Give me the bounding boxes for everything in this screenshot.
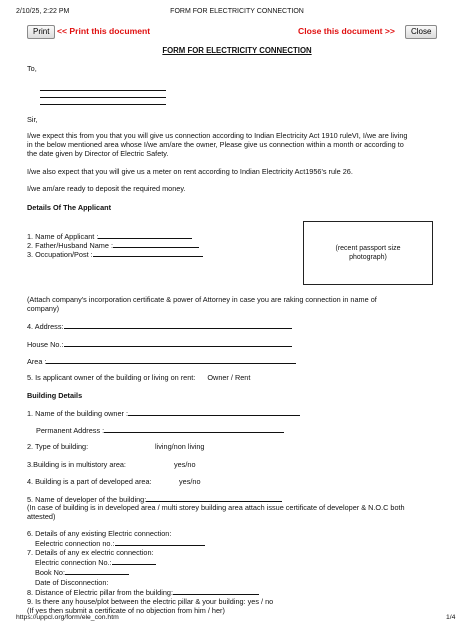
father-name-label: 2. Father/Husband Name : (27, 241, 113, 250)
building-owner-field[interactable] (128, 408, 300, 416)
request-line-2: in the below mentioned area whose I/we am/are the owner, Please give us connection within a month or according to (27, 140, 404, 150)
developer-note-line-1: (In case of building is in developed area / multi storey building area attach issue certificate of developer & N.O.C both (27, 503, 405, 512)
owner-question-label: 5. Is applicant owner of the building or living on rent: (27, 373, 196, 382)
multistory-options[interactable]: yes/no (174, 460, 196, 469)
area-row (27, 356, 447, 366)
ex-connection-no-label: Electric connection No.: (35, 558, 112, 568)
multistory-label: 3.Building is in multistory area: (27, 460, 126, 469)
address-field[interactable] (64, 321, 292, 329)
address-blank-line-3[interactable] (40, 104, 166, 105)
applicant-name-label: 1. Name of Applicant : (27, 232, 99, 241)
occupation-label: 3. Occupation/Post : (27, 250, 93, 259)
developer-note-line-2: attested) (27, 512, 56, 522)
footer-url: https://uppcl.org/form/ele_con.htm (16, 614, 119, 621)
request-paragraph (27, 131, 447, 158)
disconnection-date-row (27, 578, 447, 587)
area-label: Area : (27, 357, 47, 366)
pillar-distance-label: 8. Distance of Electric pillar from the building: (27, 587, 174, 597)
photo-placeholder (303, 221, 433, 285)
salutation: Sir, (27, 115, 38, 124)
applicant-name-field[interactable] (98, 231, 192, 239)
house-between-question: 9. Is there any house/plot between the electric pillar & your building: yes / no (27, 596, 274, 606)
footer-page-number: 1/4 (446, 614, 456, 621)
developed-area-row (27, 477, 447, 486)
father-name-field[interactable] (113, 240, 199, 248)
address-row (27, 321, 447, 331)
print-button[interactable]: Print (27, 25, 55, 39)
request-line-3: the date given by Director of Electric Safety. (27, 149, 169, 159)
developer-field[interactable] (146, 494, 282, 502)
pillar-distance-field[interactable] (173, 587, 259, 595)
to-label: To, (27, 64, 37, 73)
address-blank-line-2[interactable] (40, 97, 166, 98)
attach-note-line-2: company) (27, 304, 60, 314)
attach-note-line-1: (Attach company's incorporation certificate & power of Attorney in case you are raking connection in name of (27, 295, 377, 304)
attach-note (27, 295, 447, 313)
pillar-distance-row (27, 587, 447, 597)
request-line-1: I/we expect this from you that you will give us connection according to Indian Electricity Act 1910 ruleVI, I/we are living (27, 131, 408, 140)
print-header-title: FORM FOR ELECTRICITY CONNECTION (170, 8, 304, 15)
permanent-address-row (27, 425, 447, 435)
connection-details (27, 529, 447, 615)
book-no-field[interactable] (65, 567, 129, 575)
book-no-label: Book No: (35, 568, 66, 578)
address-label: 4. Address: (27, 322, 64, 331)
building-type-options[interactable]: living/non living (155, 442, 205, 451)
close-button[interactable]: Close (405, 25, 437, 39)
print-document-link[interactable]: << Print this document (57, 26, 151, 36)
permanent-address-field[interactable] (104, 425, 284, 433)
building-owner-row (27, 408, 447, 418)
developed-area-options[interactable]: yes/no (179, 477, 201, 486)
existing-connection-row (27, 538, 447, 548)
house-no-row (27, 339, 447, 349)
owner-question-row (27, 373, 447, 382)
photo-label-line-1: (recent passport size (335, 244, 401, 252)
existing-connection-no-field[interactable] (115, 538, 205, 546)
print-date: 2/10/25, 2:22 PM (16, 8, 70, 15)
photo-label-line-2: photograph) (349, 254, 387, 261)
developer-note (27, 503, 447, 521)
disconnection-date-label: Date of Disconnection: (35, 577, 109, 587)
applicant-heading: Details Of The Applicant (27, 203, 112, 212)
book-no-row (27, 567, 447, 577)
deposit-paragraph: I/we am/are ready to deposit the required money. (27, 184, 186, 193)
building-owner-label: 1. Name of the building owner : (27, 409, 128, 418)
building-type-row (27, 442, 447, 451)
ex-connection-label: 7. Details of any ex electric connection: (27, 548, 154, 558)
developed-area-label: 4. Building is a part of developed area: (27, 477, 152, 486)
ex-connection-no-row (27, 557, 447, 567)
building-heading: Building Details (27, 391, 83, 400)
developer-label: 5. Name of developer of the building: (27, 495, 147, 504)
house-between-note: (If yes then submit a certificate of no objection from him / her) (27, 605, 225, 615)
existing-connection-no-label: Eelectric connection no.: (35, 539, 115, 549)
ex-connection-no-field[interactable] (112, 557, 156, 565)
close-document-link[interactable]: Close this document >> (298, 26, 395, 36)
house-no-label: House No.: (27, 340, 64, 349)
form-title: FORM FOR ELECTRICITY CONNECTION (162, 46, 312, 55)
area-field[interactable] (46, 356, 296, 364)
owner-options[interactable]: Owner / Rent (207, 373, 251, 382)
meter-paragraph: I/we also expect that you will give us a meter on rent according to Indian Electricity Act1956's rule 26. (27, 167, 353, 176)
multistory-row (27, 460, 447, 469)
occupation-field[interactable] (93, 249, 203, 257)
house-no-field[interactable] (64, 339, 292, 347)
building-type-label: 2. Type of building: (27, 442, 89, 451)
address-blank-line-1[interactable] (40, 90, 166, 91)
permanent-address-label: Permanent Address : (36, 426, 105, 435)
existing-connection-label: 6. Details of any existing Electric connection: (27, 529, 172, 538)
